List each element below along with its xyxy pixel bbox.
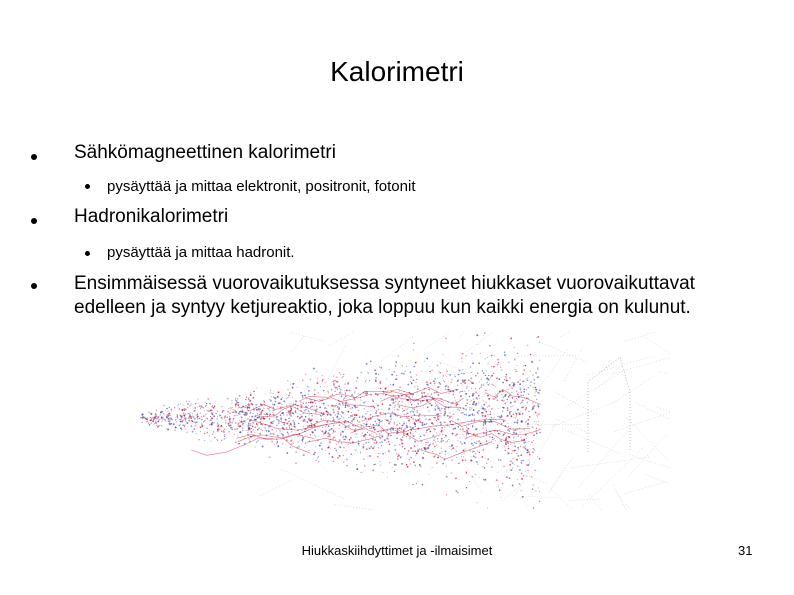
bullet-icon <box>85 184 90 189</box>
bullet-icon <box>31 283 37 289</box>
shower-tracks <box>140 332 670 510</box>
bullet-text: Hadronikalorimetri <box>74 206 229 227</box>
slide-title: Kalorimetri <box>330 56 464 87</box>
bullet-text: Sähkömagneettinen kalorimetri <box>74 142 336 163</box>
bullet-text: Ensimmäisessä vuorovaikutuksessa syntyneet hiukkaset vuorovaikuttavat edelleen ja syntyy ketjureaktio, joka loppuu kun kaikki energia on kulunut. <box>74 273 695 318</box>
hadron-shower-image <box>110 332 670 510</box>
sub-bullet-text: pysäyttää ja mittaa hadronit. <box>107 244 295 261</box>
footer-text: Hiukkaskiihdyttimet ja -ilmaisimet <box>301 543 493 558</box>
page-number: 31 <box>738 543 753 558</box>
bullet-icon <box>85 251 90 256</box>
bullet-icon <box>31 154 37 160</box>
sub-bullet-text: pysäyttää ja mittaa elektronit, positronit, fotonit <box>107 178 416 195</box>
bullet-icon <box>31 218 37 224</box>
